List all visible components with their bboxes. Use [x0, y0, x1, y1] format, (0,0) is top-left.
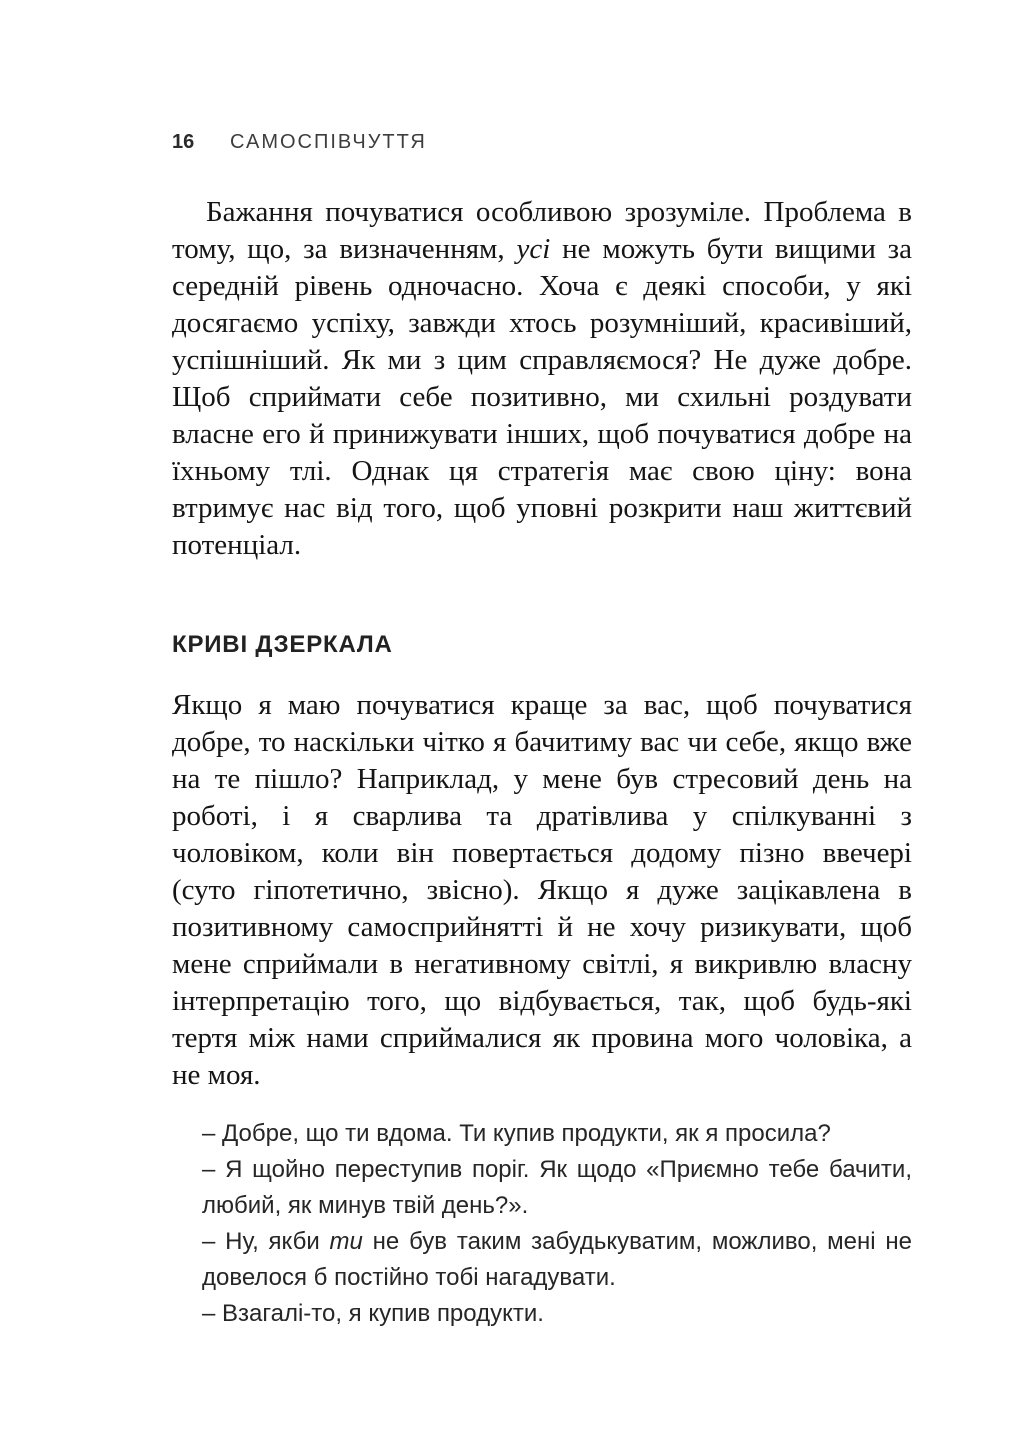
- body-paragraph: Якщо я маю почуватися краще за вас, щоб почуватися добре, то наскільки чітко я бачитиму вас чи себе, якщо вже на те пішло? Наприклад, у мене був стресовий день на роботі, і я сварлива та дратівлива у спілкуванні з чоловіком, коли він повертається додому пізно ввечері (суто гіпотетично, звісно). Якщо я дуже зацікавлена в позитивному самосприйнятті й не хочу ризикувати, щоб мене сприймали в негативному світлі, я викривлю власну інтерпретацію того, що відбувається, так, щоб будь-які тертя між нами сприймалися як провина мого чоловіка, а не моя.: [172, 689, 912, 1091]
- dialogue-line: – Взагалі-то, я купив продукти.: [202, 1300, 544, 1327]
- body-paragraph: Бажання почуватися особливою зрозуміле. Проблема в тому, що, за визначенням, усі не можуть бути вищими за середній рівень одночасно. Хоча є деякі способи, у які досягаємо успіху, завжди хтось розумніший, красивіший, успішніший. Як ми з цим справляємося? Не дуже добре. Щоб сприймати себе позитивно, ми схильні роздувати власне его й принижувати інших, щоб почуватися добре на їхньому тлі. Однак ця стратегія має свою ціну: вона втримує нас від того, щоб уповні розкрити наш життєвий потенціал.: [172, 196, 913, 561]
- running-header: [172, 131, 912, 154]
- dialogue-block: [172, 1116, 912, 1332]
- page-content: [172, 131, 912, 1332]
- section-paragraphs: [172, 687, 912, 1094]
- page-number: 16: [172, 131, 195, 153]
- dialogue-line: – Ну, якби ти не був таким забудькуватим, можливо, мені не довелося б постійно тобі нагадувати.: [202, 1228, 913, 1291]
- dialogue-line: – Я щойно переступив поріг. Як щодо «Приємно тебе бачити, любий, як минув твій день?».: [202, 1156, 912, 1219]
- intro-paragraphs: [172, 194, 912, 564]
- running-title: САМОСПІВЧУТТЯ: [230, 131, 427, 153]
- dialogue-line: – Добре, що ти вдома. Ти купив продукти, як я просила?: [202, 1120, 831, 1147]
- section-heading: КРИВІ ДЗЕРКАЛА: [172, 631, 393, 658]
